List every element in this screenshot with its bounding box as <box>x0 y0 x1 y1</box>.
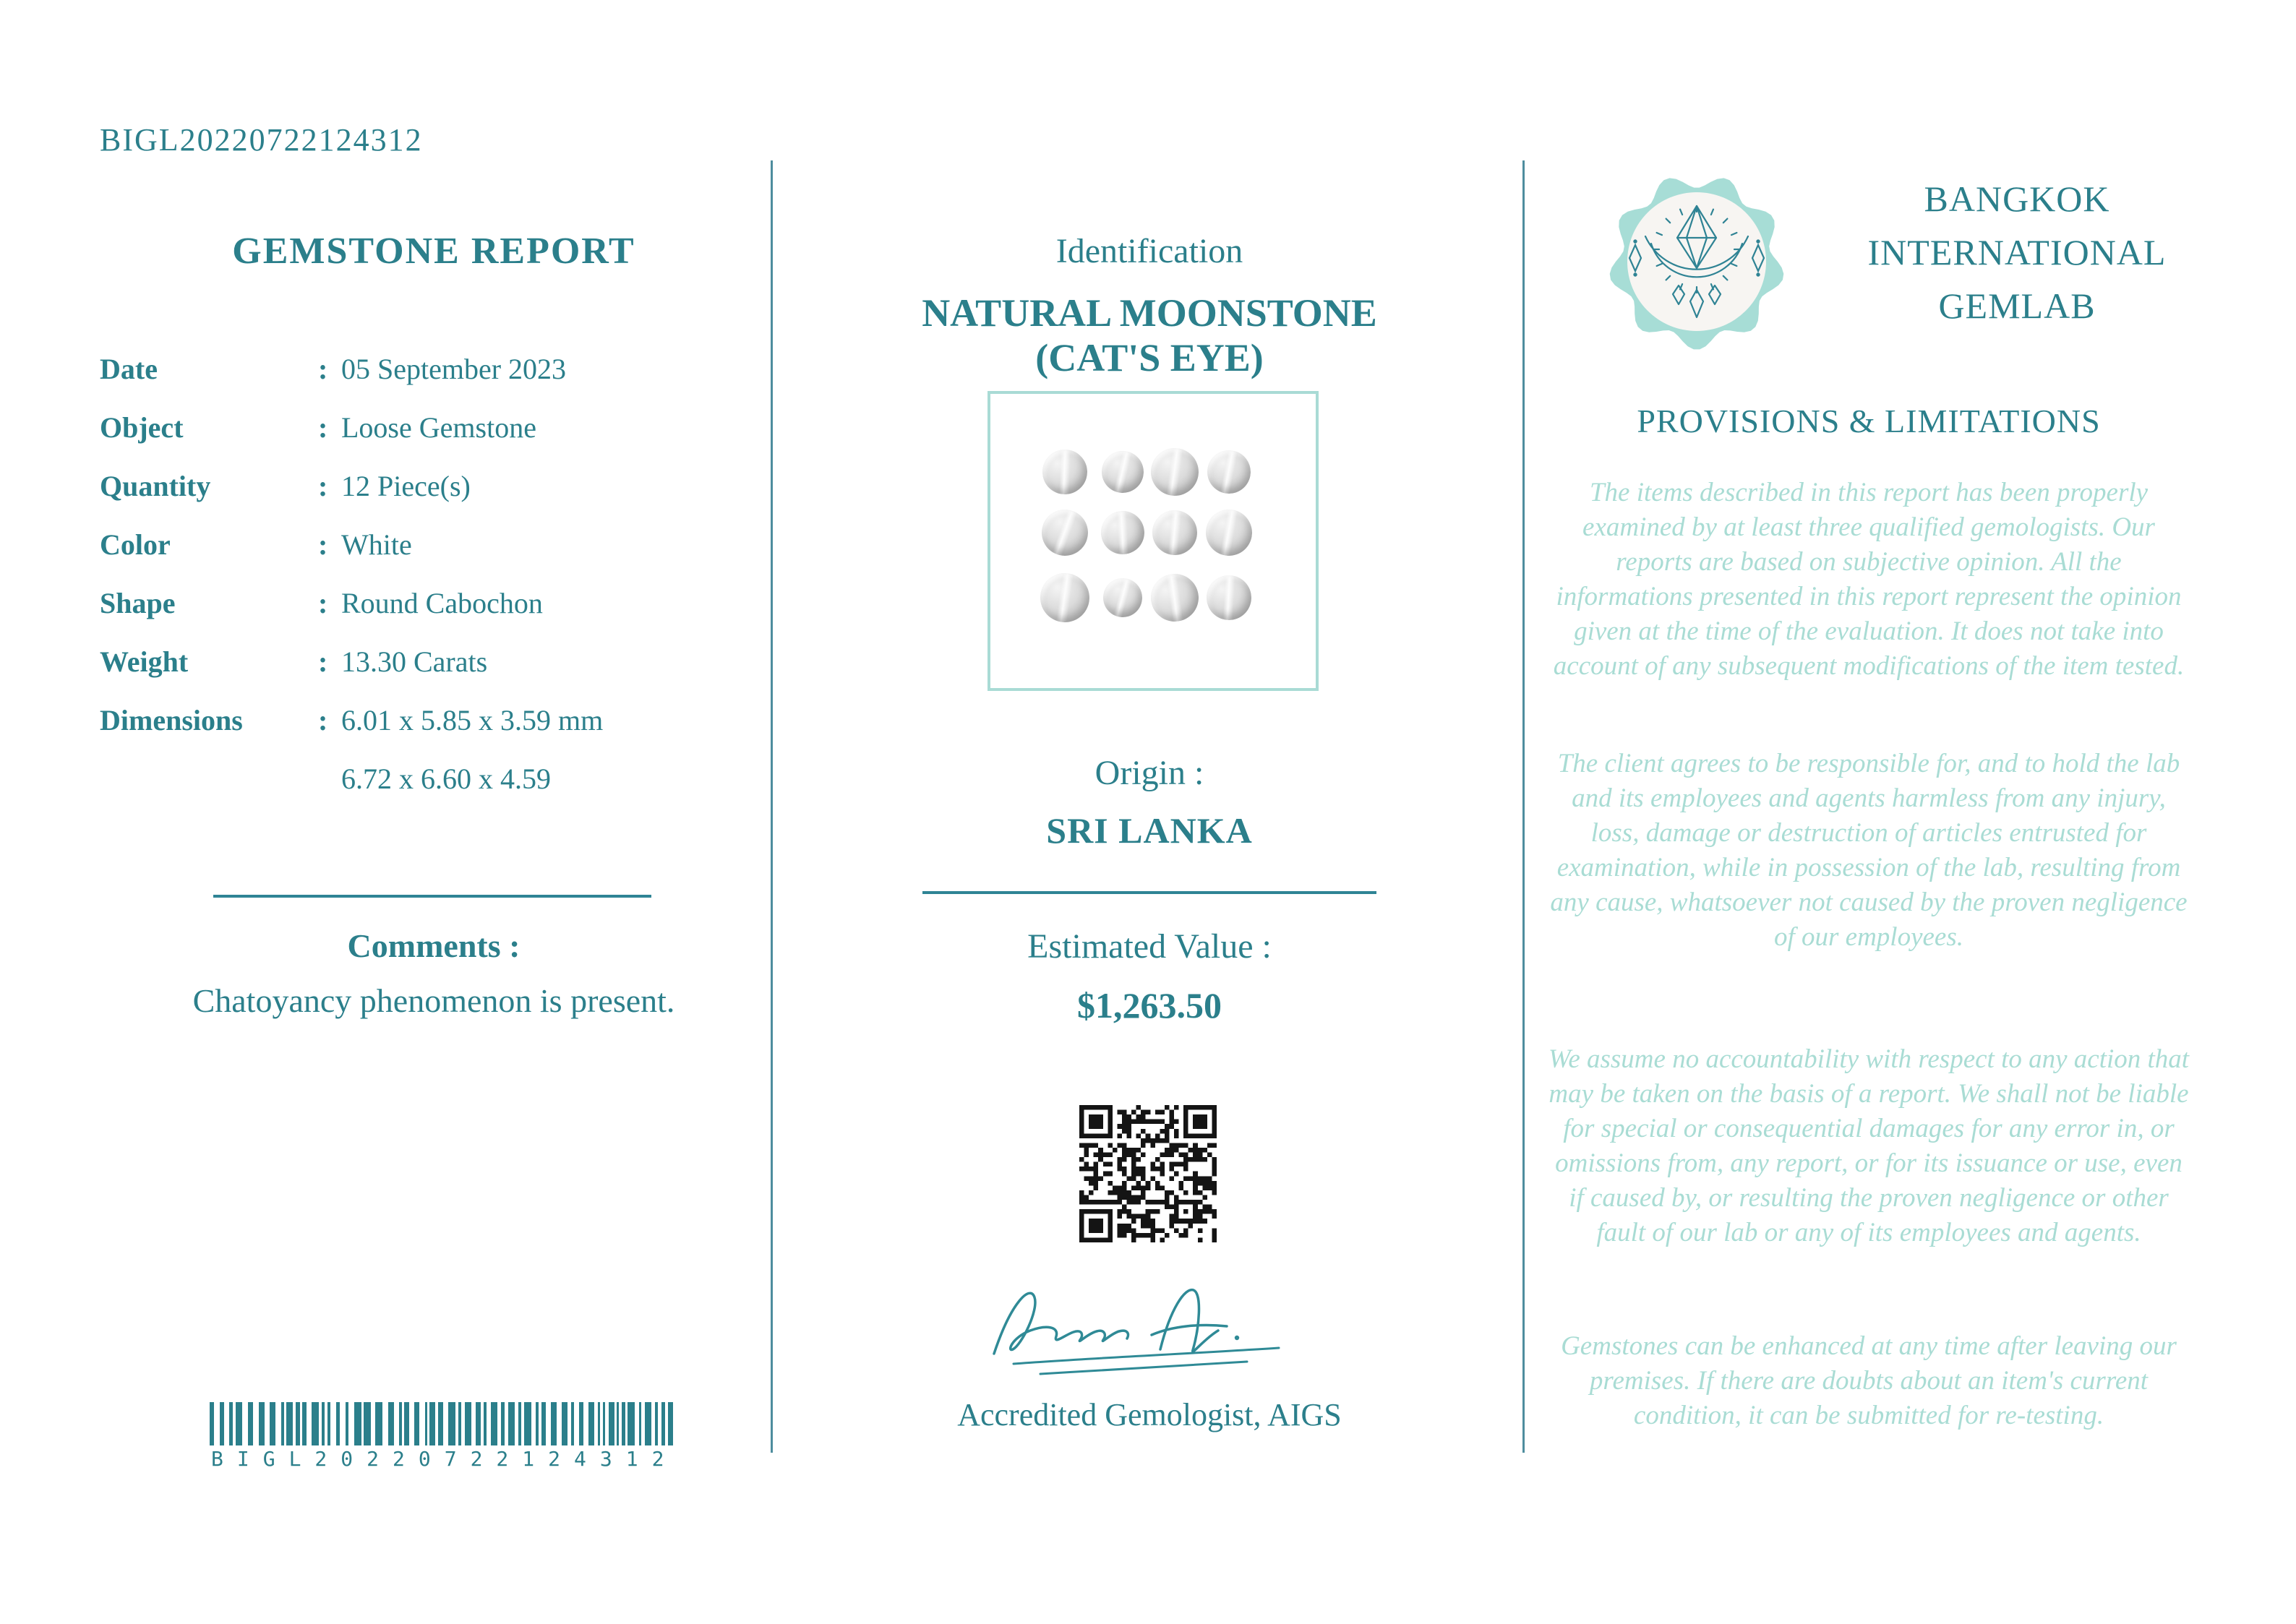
comments-heading: Comments : <box>347 927 521 964</box>
gemstone-photo <box>988 391 1319 691</box>
table-row <box>100 515 750 574</box>
gem-name-line2: (CAT'S EYE) <box>1035 336 1264 379</box>
field-value: White <box>341 528 412 561</box>
gemstone-photo-item <box>1101 576 1145 620</box>
barcode <box>210 1402 680 1472</box>
value-divider <box>922 891 1376 894</box>
signer-title: Accredited Gemologist, AIGS <box>957 1397 1342 1432</box>
table-row <box>100 691 750 749</box>
qr-code-graphic <box>1079 1105 1217 1242</box>
field-label: Quantity <box>100 470 211 502</box>
field-label: Object <box>100 411 184 444</box>
field-value: 6.01 x 5.85 x 3.59 mm <box>341 704 604 736</box>
column-divider-right <box>1522 160 1525 1453</box>
field-value: 13.30 Carats <box>341 645 488 678</box>
field-value: Loose Gemstone <box>341 411 536 444</box>
lab-name-line3: GEMLAB <box>1938 285 2096 326</box>
field-colon: : <box>318 353 328 385</box>
field-value: 12 Piece(s) <box>341 470 471 502</box>
table-row <box>100 457 750 515</box>
barcode-bars <box>210 1402 676 1445</box>
qr-code <box>1079 1105 1217 1242</box>
identification-heading: Identification <box>1055 232 1243 270</box>
field-label: Color <box>100 528 171 561</box>
table-row <box>100 398 750 457</box>
field-label: Dimensions <box>100 704 243 736</box>
origin-value: SRI LANKA <box>1046 810 1253 851</box>
gemstone-photo-item <box>1040 447 1089 496</box>
provisions-heading: PROVISIONS & LIMITATIONS <box>1637 403 2101 439</box>
signature-icon <box>974 1268 1321 1391</box>
field-label: Shape <box>100 587 176 619</box>
table-row <box>100 749 750 808</box>
gem-name-line1: NATURAL MOONSTONE <box>922 291 1377 335</box>
report-fields-table <box>100 340 750 808</box>
field-colon: : <box>318 470 328 502</box>
gemstone-photo-item <box>1040 572 1089 622</box>
field-value: 6.72 x 6.60 x 4.59 <box>341 762 551 795</box>
gemologist-signature <box>974 1268 1321 1391</box>
origin-label: Origin : <box>1095 754 1204 792</box>
field-label: Weight <box>100 645 189 678</box>
lab-name <box>1793 172 2241 332</box>
gemstone-photo-item <box>1146 569 1204 627</box>
field-label: Date <box>100 353 158 385</box>
gemlab-logo <box>1606 171 1787 352</box>
provisions-paragraph: The client agrees to be responsible for, and to hold the lab and its employees and agents harmless from any injury, loss, damage or destruction of articles entrusted for examination, while in possession of the lab, resulting from any cause, whatsoever not caused by the proven negligence of our employees. <box>1550 749 2188 952</box>
gemstone-photo-item <box>1205 574 1253 622</box>
report-title: GEMSTONE REPORT <box>232 231 635 272</box>
lab-name-line1: BANGKOK <box>1924 179 2110 219</box>
estimated-value-amount: $1,263.50 <box>1077 985 1222 1026</box>
field-colon: : <box>318 587 328 619</box>
gemstone-photo-item <box>1152 510 1198 556</box>
gemstone-photo-item <box>1100 449 1146 495</box>
table-row <box>100 574 750 632</box>
barcode-text: BIGL20220722124312 <box>211 1447 678 1471</box>
gemstone-photo-item <box>1204 508 1253 557</box>
comments-text: Chatoyancy phenomenon is present. <box>192 982 675 1019</box>
provisions-paragraph: We assume no accountability with respect to any action that may be taken on the basis of a report. We shall not be liable for special or consequential damages for any error in, or omissions from, any report, or for its issuance or use, even if caused by, or resulting the proven negligence or other fault of our lab or any of its employees and agents. <box>1548 1044 2190 1247</box>
field-colon: : <box>318 528 328 561</box>
comments-divider <box>213 895 651 898</box>
field-value: 05 September 2023 <box>341 353 567 385</box>
lab-name-line2: INTERNATIONAL <box>1867 232 2167 272</box>
table-row <box>100 632 750 691</box>
gemstone-photo-item <box>1037 505 1093 561</box>
field-colon: : <box>318 704 328 736</box>
estimated-value-label: Estimated Value : <box>1027 927 1272 966</box>
gemstone-photo-item <box>1206 449 1252 495</box>
gemstone-photo-item <box>1150 447 1199 496</box>
gemstone-photo-item <box>1097 507 1148 558</box>
field-value: Round Cabochon <box>341 587 543 619</box>
table-row <box>100 340 750 398</box>
report-number: BIGL20220722124312 <box>100 122 423 158</box>
column-divider-left <box>771 160 773 1453</box>
gemlab-logo-icon <box>1606 171 1787 352</box>
provisions-paragraph: The items described in this report has been properly examined by at least three qualified gemologists. Our reports are based on subjective opinion. All the informations presented in this report represent the opinion given at the time of the evaluation. It does not take into account of any subsequent modifications of the item tested. <box>1553 478 2185 681</box>
provisions-paragraph: Gemstones can be enhanced at any time after leaving our premises. If there are doubts about an item's current condition, it can be submitted for re-testing. <box>1561 1331 2177 1430</box>
field-colon: : <box>318 411 328 444</box>
field-colon: : <box>318 645 328 678</box>
